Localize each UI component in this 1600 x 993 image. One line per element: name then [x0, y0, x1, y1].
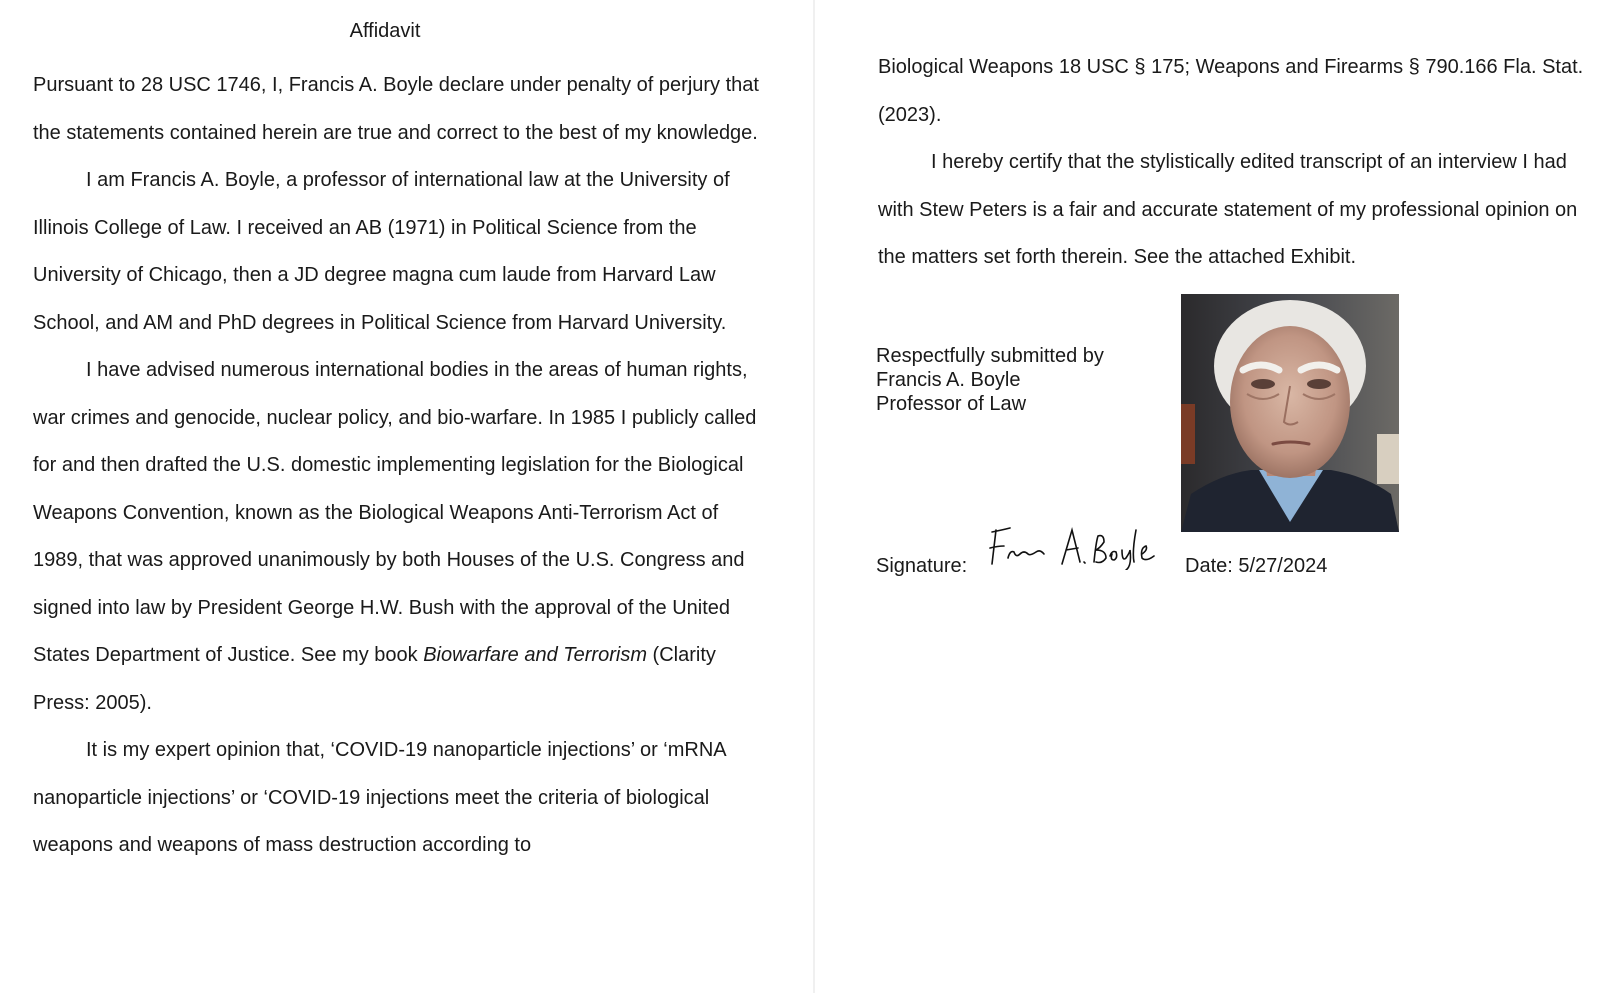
- paragraph-penalty-declaration: Pursuant to 28 USC 1746, I, Francis A. Boyle declare under penalty of perjury that the statements contained herein are true and correct to the best of my knowledge.: [33, 74, 759, 144]
- book-title: Biowarfare and Terrorism: [423, 644, 647, 666]
- page-divider: [813, 0, 815, 993]
- paragraph-expert-opinion: It is my expert opinion that, ‘COVID-19 nanoparticle injections’ or ‘mRNA nanoparticle injections’ or ‘COVID-19 injections meet the criteria of biological weapons and weapons of mass destruction according to: [33, 739, 726, 856]
- portrait-illustration: [1181, 294, 1399, 532]
- author-name: Francis A. Boyle: [876, 369, 1021, 391]
- affidavit-body: [33, 62, 768, 870]
- submitted-by-label: Respectfully submitted by: [876, 345, 1104, 367]
- paragraph-statute-citation: Biological Weapons 18 USC § 175; Weapons and Firearms § 790.166 Fla. Stat. (2023).: [878, 56, 1584, 126]
- paragraph-advisory-text: I have advised numerous international bodies in the areas of human rights, war crimes and genocide, nuclear policy, and bio-warfare. In 1985 I publicly called for and then drafted the U.S. domestic implementing legislation for the Biological Weapons Convention, known as the Biological Weapons Anti-Terrorism Act of 1989, that was approved unanimously by both Houses of the U.S. Congress and signed into law by President George H.W. Bush with the approval of the United States Department of Justice. See my book: [33, 359, 757, 666]
- author-title: Professor of Law: [876, 393, 1027, 415]
- paragraph-certification: I hereby certify that the stylistically edited transcript of an interview I had with Stew Peters is a fair and accurate statement of my professional opinion on the matters set forth therein. See the attached Exhibit.: [878, 151, 1578, 268]
- signature-date: Date: 5/27/2024: [1185, 555, 1328, 577]
- book-publisher: (Clarity Press: 2005).: [33, 644, 716, 714]
- affidavit-page-right: [818, 0, 1600, 993]
- paragraph-advisory-experience: [33, 347, 768, 727]
- author-portrait-photo: [1181, 294, 1399, 532]
- submitted-by-block: [876, 344, 1104, 416]
- signature-label: Signature:: [876, 555, 968, 577]
- affidavit-title: Affidavit: [349, 20, 421, 42]
- paragraph-credentials: I am Francis A. Boyle, a professor of international law at the University of Illinois College of Law. I received an AB (1971) in Political Science from the University of Chicago, then a JD degree magna cum laude from Harvard Law School, and AM and PhD degrees in Political Science from Harvard University.: [33, 169, 730, 334]
- handwritten-signature: [986, 522, 1164, 570]
- affidavit-body-continued: [878, 44, 1598, 282]
